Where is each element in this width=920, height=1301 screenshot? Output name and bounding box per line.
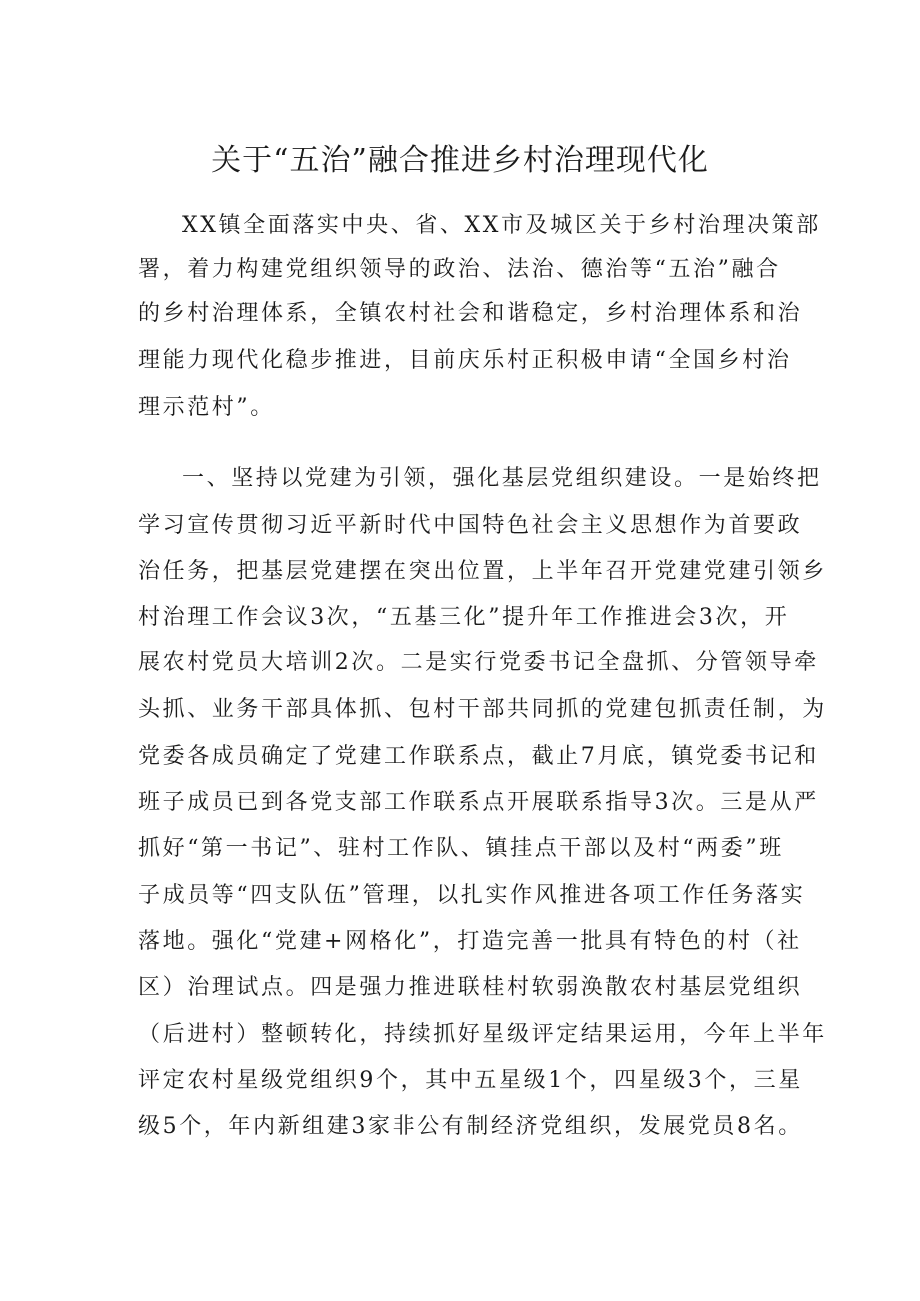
paragraph-2-line-14: 评定农村星级党组织9个，其中五星级1个，四星级3个，三星 bbox=[138, 1068, 803, 1093]
paragraph-1-line-4: 理能力现代化稳步推进，目前庆乐村正积极申请“全国乡村治 bbox=[138, 348, 792, 373]
paragraph-1-line-1: XX镇全面落实中央、省、XX市及城区关于乡村治理决策部 bbox=[182, 213, 821, 238]
paragraph-1-line-2: 署，着力构建党组织领导的政治、法治、德治等“五治”融合 bbox=[138, 257, 781, 282]
paragraph-2-line-15: 级5个，年内新组建3家非公有制经济党组织，发展党员8名。 bbox=[138, 1114, 803, 1139]
paragraph-2-line-1: 一、坚持以党建为引领，强化基层党组织建设。一是始终把 bbox=[182, 466, 822, 491]
paragraph-2-line-10: 子成员等“四支队伍”管理，以扎实作风推进各项工作任务落实 bbox=[138, 883, 806, 908]
paragraph-2-line-8: 班子成员已到各党支部工作联系点开展联系指导3次。三是从严 bbox=[138, 790, 819, 815]
paragraph-2-line-11: 落地。强化“党建+网格化”，打造完善一批具有特色的村（社 bbox=[138, 929, 802, 954]
paragraph-1-line-5: 理示范村”。 bbox=[138, 395, 275, 420]
paragraph-2-line-4: 村治理工作会议3次，“五基三化”提升年工作推进会3次，开 bbox=[138, 605, 790, 630]
paragraph-2-line-12: 区）治理试点。四是强力推进联桂村软弱涣散农村基层党组织 bbox=[138, 975, 803, 1000]
paragraph-2-line-13: （后进村）整顿转化，持续抓好星级评定结果运用，今年上半年 bbox=[138, 1022, 827, 1047]
paragraph-2-line-6: 头抓、业务干部具体抓、包村干部共同抓的党建包抓责任制，为 bbox=[138, 697, 827, 722]
paragraph-2-line-9: 抓好“第一书记”、驻村工作队、镇挂点干部以及村“两委”班 bbox=[138, 836, 784, 861]
paragraph-2-line-7: 党委各成员确定了党建工作联系点，截止7月底，镇党委书记和 bbox=[138, 744, 819, 769]
paragraph-2-line-2: 学习宣传贯彻习近平新时代中国特色社会主义思想作为首要政 bbox=[138, 513, 803, 538]
paragraph-1-line-3: 的乡村治理体系，全镇农村社会和谐稳定，乡村治理体系和治 bbox=[138, 301, 803, 326]
document-title: 关于“五治”融合推进乡村治理现代化 bbox=[211, 143, 709, 178]
paragraph-2-line-3: 治任务，把基层党建摆在突出位置，上半年召开党建党建引领乡 bbox=[138, 559, 827, 584]
paragraph-2-line-5: 展农村党员大培训2次。二是实行党委书记全盘抓、分管领导牵 bbox=[138, 650, 819, 675]
